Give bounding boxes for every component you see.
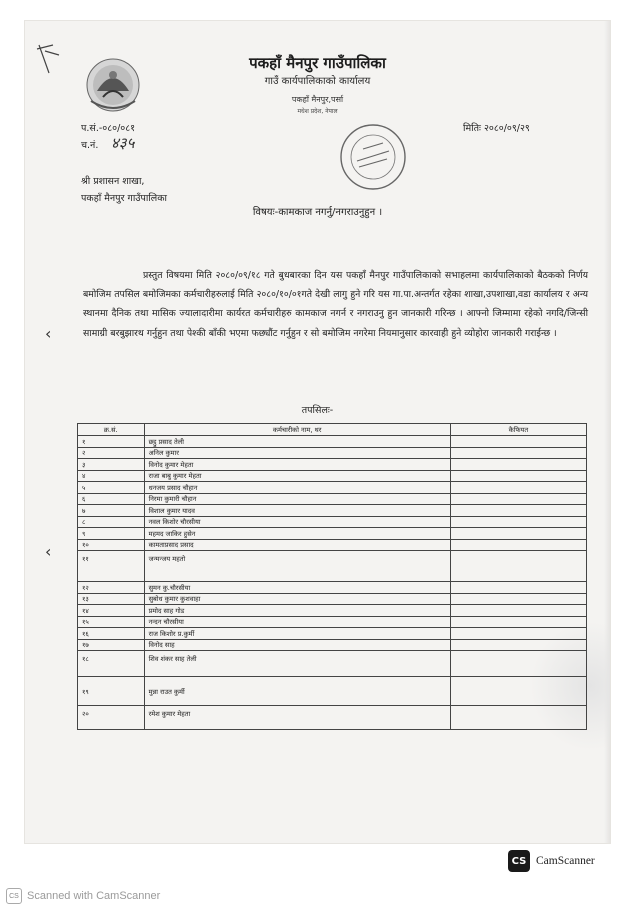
table-row [78, 593, 587, 605]
row-name: राज किशोर प्र.कुर्मी [144, 628, 450, 640]
row-name: राजा बाबु कुमार मेहता [144, 470, 450, 482]
row-serial: ३ [78, 459, 145, 471]
table-row [78, 677, 587, 706]
letter-subject: विषयः-कामकाज नगर्नु/नगराउनुहुन । [252, 207, 383, 218]
row-serial: २ [78, 447, 145, 459]
table-row [78, 539, 587, 551]
letterhead-title: पकहाँ मैनपुर गाउँपालिका [249, 54, 386, 72]
row-remark [450, 447, 586, 459]
table-row [78, 470, 587, 482]
row-remark [450, 582, 586, 594]
row-remark [450, 706, 586, 730]
row-serial: ४ [78, 470, 145, 482]
letter-body: प्रस्तुत विषयमा मिति २०८०/०९/१८ गते बुधबारका दिन यस पकहाँ मैनपुर गाउँपालिकाको सभाहलमा कार्यपालिकाको बैठकको निर्णय बमोजिम तपसिल बमोजिमका कर्मचारीहरुलाई मिति २०८०/१०/०१गते देखी लागु हुने गरि यस गा.पा.अन्तर्गत रहेका शाखा,उपशाखा,वडा कार्यालय र अन्य स्थानमा दैनिक तथा मासिक ज्यालादारीमा कार्यरत कर्मचारीहरु कामकाज नगर्न र नगराउनु हुन जानकारी गरिन्छ । आफ्नो जिम्मामा रहेको नगदि/जिन्सी सामाग्री बरबुझारथ गर्नुहुन तथा पेश्की बाँकी भएमा फछ्यौंट गर्नुहुन र सो बमोजिम नगरेमा नियमानुसार कारवाही हुने व्योहोरा जानकारी गराईन्छ । [83, 270, 588, 339]
row-remark [450, 616, 586, 628]
row-serial: १५ [78, 616, 145, 628]
row-remark [450, 493, 586, 505]
header-serial: क्र.सं. [78, 424, 145, 436]
table-row [78, 459, 587, 471]
scanned-document-page [24, 20, 611, 844]
row-serial: ९ [78, 528, 145, 540]
row-name: सुमन कु.चौरसीया [144, 582, 450, 594]
row-name: अनिल कुमार [144, 447, 450, 459]
margin-mark-2: ‹ [45, 542, 52, 561]
row-remark [450, 639, 586, 651]
row-name: मुन्ना राउत कुर्मी [144, 677, 450, 706]
row-serial: ७ [78, 505, 145, 517]
letterhead-province: मधेश प्रदेश, नेपाल [297, 108, 338, 115]
row-serial: ११ [78, 551, 145, 582]
table-row [78, 639, 587, 651]
row-serial: १३ [78, 593, 145, 605]
row-name: प्रमोद साह गोड [144, 605, 450, 617]
camscanner-icon: CS [508, 850, 530, 872]
row-remark [450, 505, 586, 517]
row-name: महमद जाकिर हुसेन [144, 528, 450, 540]
row-serial: १६ [78, 628, 145, 640]
margin-mark-1: ‹ [45, 324, 52, 343]
table-row [78, 436, 587, 448]
reference-number: प.सं.-०८०/०८१ [81, 123, 136, 134]
header-name: कर्मचारीको नाम, थर [144, 424, 450, 436]
recipient-line-1: श्री प्रशासन शाखा, [81, 176, 145, 187]
table-row [78, 706, 587, 730]
table-header-row [78, 424, 587, 436]
row-name: कामताप्रसाद प्रसाद [144, 539, 450, 551]
row-name: सुबोध कुमार कुशवाहा [144, 593, 450, 605]
row-remark [450, 436, 586, 448]
row-remark [450, 539, 586, 551]
row-serial: ५ [78, 482, 145, 494]
row-serial: १ [78, 436, 145, 448]
row-serial: १० [78, 539, 145, 551]
row-name: विनोद कुमार मेहता [144, 459, 450, 471]
recipient-line-2: पकहाँ मैनपुर गाउँपालिका [81, 193, 168, 204]
letterhead-office: गाउँ कार्यपालिकाको कार्यालय [264, 76, 371, 87]
row-remark [450, 605, 586, 617]
row-name: जन्मन्जय महतो [144, 551, 450, 582]
letterhead-address: पकहाँ मैनपुर,पर्सा [291, 95, 344, 104]
staff-table [77, 423, 587, 730]
camscanner-label: CamScanner [536, 855, 595, 867]
row-name: धनजय प्रसाद चौहान [144, 482, 450, 494]
row-remark [450, 651, 586, 677]
row-name: छट्ठु प्रसाद तेली [144, 436, 450, 448]
dispatch-number-label: च.नं. [81, 140, 99, 151]
footer-text: Scanned with CamScanner [27, 890, 161, 902]
header-remarks: कैफियत [450, 424, 586, 436]
row-serial: १७ [78, 639, 145, 651]
row-serial: २० [78, 706, 145, 730]
dispatch-number-handwritten: ४३५ [111, 134, 135, 152]
row-remark [450, 593, 586, 605]
table-row [78, 551, 587, 582]
table-row [78, 482, 587, 494]
row-name: विशाल कुमार यादव [144, 505, 450, 517]
table-row [78, 628, 587, 640]
row-name: रमेश कुमार मेहता [144, 706, 450, 730]
row-serial: १४ [78, 605, 145, 617]
row-name: विनोद साह [144, 639, 450, 651]
table-row [78, 582, 587, 594]
row-name: निरमा कुमारी चौहान [144, 493, 450, 505]
row-serial: ६ [78, 493, 145, 505]
row-remark [450, 628, 586, 640]
row-remark [450, 677, 586, 706]
row-name: शिव शंकर साह तेली [144, 651, 450, 677]
row-remark [450, 516, 586, 528]
table-row [78, 447, 587, 459]
row-remark [450, 482, 586, 494]
camscanner-small-icon: CS [6, 888, 22, 904]
row-remark [450, 470, 586, 482]
table-row [78, 505, 587, 517]
table-row [78, 651, 587, 677]
table-row [78, 616, 587, 628]
row-remark [450, 528, 586, 540]
row-serial: १९ [78, 677, 145, 706]
scan-footer [6, 888, 160, 904]
camscanner-logo [508, 850, 595, 872]
row-name: नन्दन चौरसीया [144, 616, 450, 628]
table-row [78, 528, 587, 540]
row-remark [450, 459, 586, 471]
row-remark [450, 551, 586, 582]
row-name: नवल किशोर चौरसीया [144, 516, 450, 528]
letter-date: मितिः २०८०/०९/२९ [463, 123, 530, 134]
row-serial: १२ [78, 582, 145, 594]
office-stamp-icon [337, 121, 409, 193]
table-row [78, 516, 587, 528]
row-serial: ८ [78, 516, 145, 528]
table-row [78, 605, 587, 617]
table-row [78, 493, 587, 505]
row-serial: १८ [78, 651, 145, 677]
table-caption: तपसिलः- [301, 405, 334, 416]
